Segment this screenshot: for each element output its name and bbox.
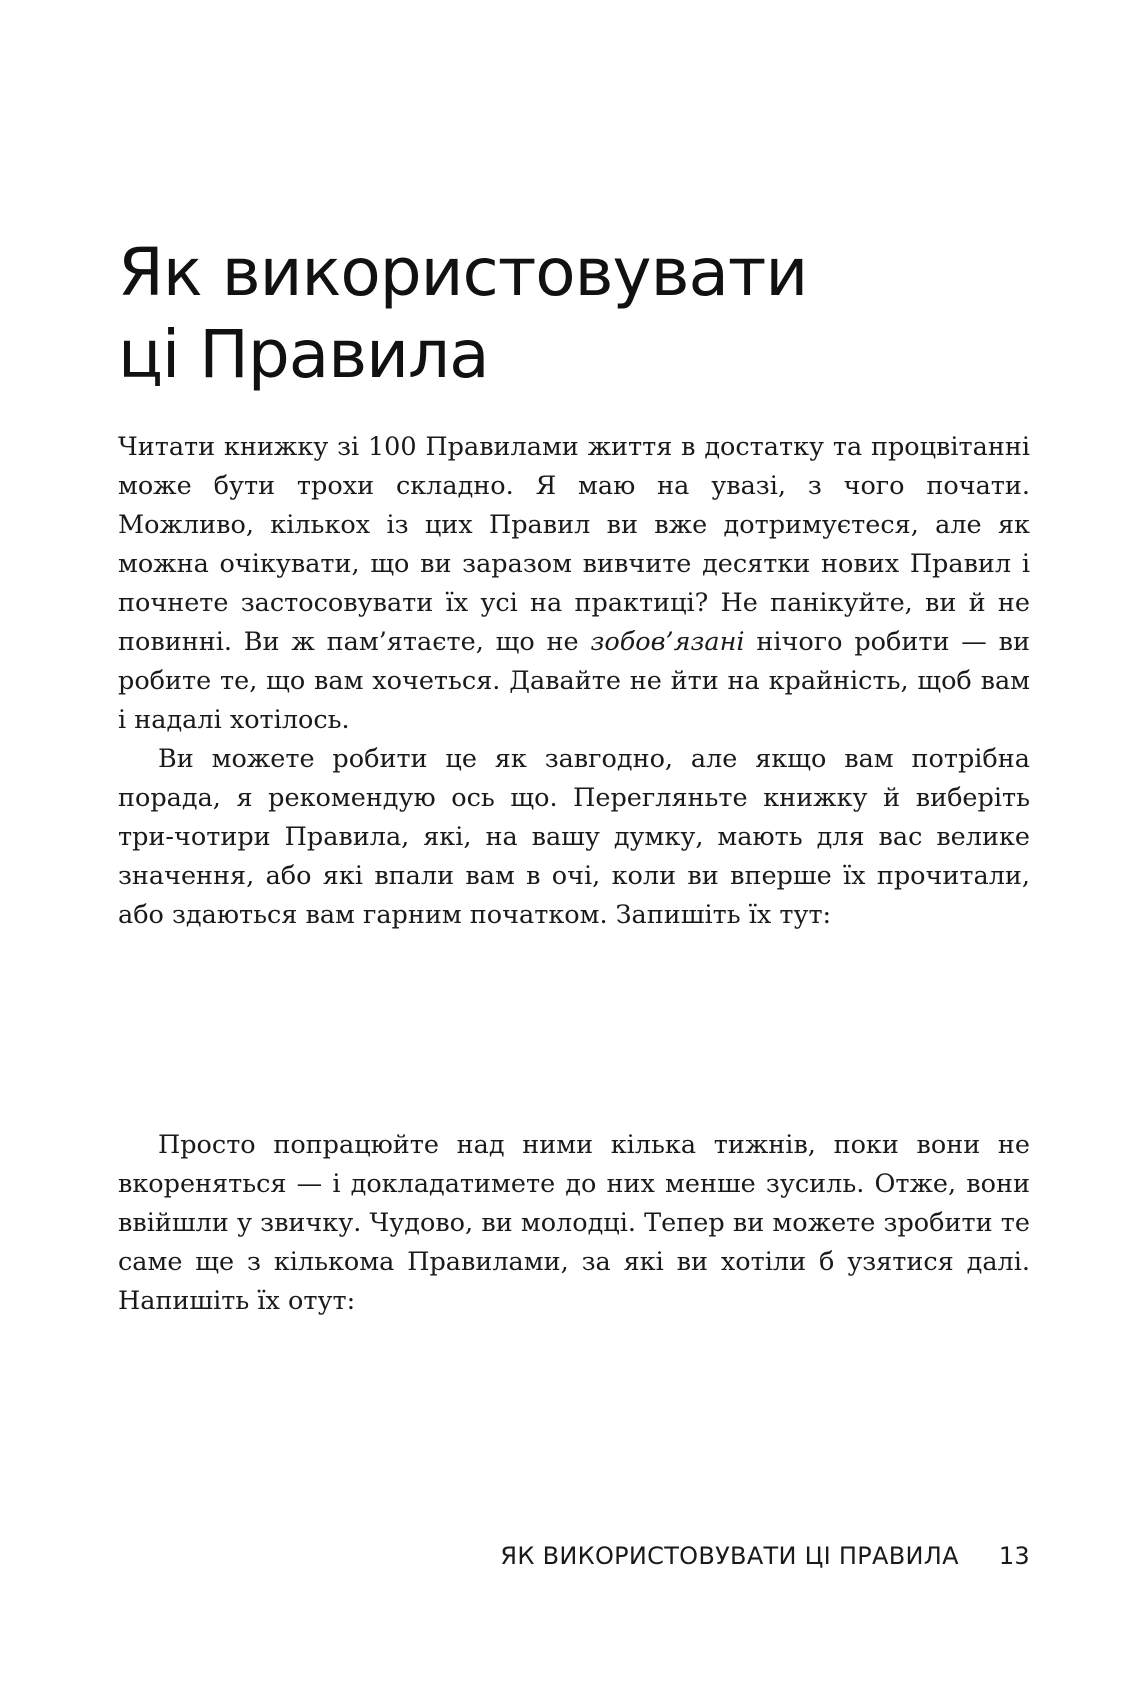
running-title: ЯК ВИКОРИСТОВУВАТИ ЦІ ПРАВИЛА <box>500 1542 959 1570</box>
page-title <box>118 232 1018 396</box>
paragraph-1-text-start: Читати книжку зі 100 Правилами життя в достатку та процвітанні може бути трохи складно. Я маю на увазі, з чого почати. Можливо, кількох із цих Правил ви вже дотримуєтеся, але як можна очікувати, що ви заразом вивчите десятки нових Правил і почнете застосовувати їх усі на практиці? Не панікуйте, ви й не повинні. Ви ж пам’ятаєте, що не <box>118 432 1030 657</box>
page-title-line-1: Як використовувати <box>118 234 808 311</box>
paragraph-2: Ви можете робити це як завгодно, але якщо вам потрібна порада, я рекомендую ось що. Перегляньте книжку й виберіть три-чотири Правила, які, на вашу думку, мають для вас велике значення, або які впали вам в очі, коли ви вперше їх прочитали, або здаються вам гарним початком. Запишіть їх тут: <box>118 744 1030 930</box>
body-text-block-1 <box>118 428 1030 935</box>
body-text-block-2 <box>118 1126 1030 1321</box>
page-number: 13 <box>998 1542 1030 1570</box>
paragraph-1-italic-word: зобов’язані <box>590 627 745 657</box>
paragraph-3: Просто попрацюйте над ними кілька тижнів, поки вони не вкореняться — і докладатимете до них менше зусиль. Отже, вони ввійшли у звичку. Чудово, ви молодці. Тепер ви можете зробити те саме ще з кількома Правилами, за які ви хотіли б узятися далі. Напишіть їх отут: <box>118 1130 1030 1316</box>
paragraph-1 <box>118 428 1030 740</box>
paragraph-1-text-end: нічого робити — ви робите те, що вам хочеться. Давайте не йти на крайність, щоб вам і надалі хотілось. <box>118 627 1030 735</box>
page-title-line-2: ці Правила <box>118 316 489 393</box>
page-footer <box>118 1542 1030 1570</box>
